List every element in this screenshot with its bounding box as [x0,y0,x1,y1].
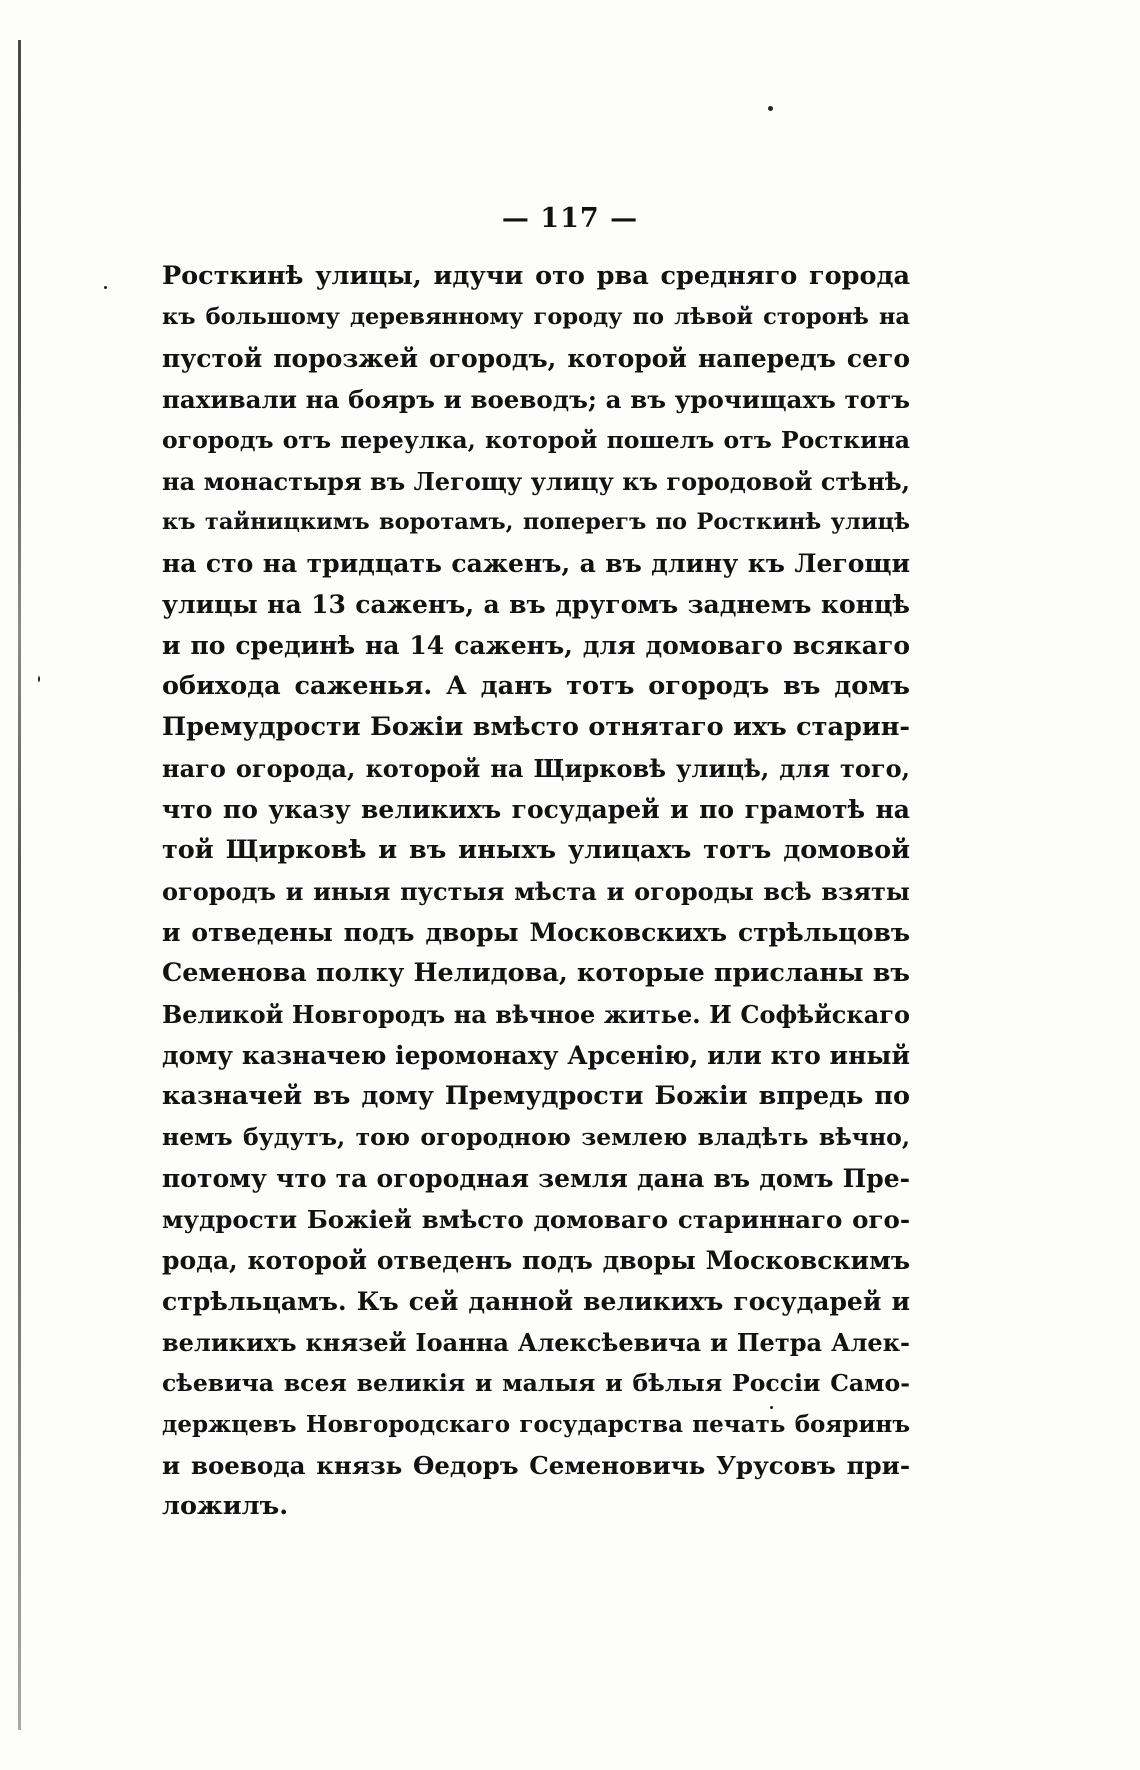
text-line: мудрости Божіей вмѣсто домоваго стариннаго ого- [162,1205,910,1234]
text-line: сѣевича всея великія и малыя и бѣлыя Россіи Само- [162,1369,910,1397]
text-line: къ тайницкимъ воротамъ, поперегъ по Росткинѣ улицѣ [162,509,910,535]
text-line: немъ будутъ, тою огородною землею владѣть вѣчно, [162,1123,910,1151]
text-line: и по срединѣ на 14 саженъ, для домоваго всякаго [162,631,910,660]
text-line: великихъ князей Іоанна Алексѣевича и Петра Алек- [162,1328,910,1357]
text-line: Великой Новгородъ на вѣчное житье. И Софѣйскаго [162,1000,910,1029]
binding-edge [18,40,21,1730]
page-speck [768,106,773,111]
text-line: Премудрости Божіи вмѣсто отнятаго ихъ старин- [162,712,910,742]
text-line: огородъ отъ переулка, которой пошелъ отъ Росткина [162,426,910,454]
text-line: наго огорода, которой на Щирковѣ улицѣ, для того, [162,754,910,783]
text-line: пустой порозжей огородъ, которой напередъ сего [162,344,910,373]
text-line: на сто на тридцать саженъ, а въ длину къ Легощи [162,549,910,578]
text-line: улицы на 13 саженъ, а въ другомъ заднемъ концѣ [162,590,910,619]
text-line: что по указу великихъ государей и по грамотѣ на [162,795,910,824]
text-line: рода, которой отведенъ подъ дворы Московскимъ [162,1246,910,1275]
text-line: огородъ и иныя пустыя мѣста и огороды всѣ взяты [162,877,910,906]
text-line: обихода саженья. А данъ тотъ огородъ въ домъ [162,671,910,701]
text-line: стрѣльцамъ. Къ сей данной великихъ государей и [162,1287,910,1316]
text-line: Росткинѣ улицы, идучи ото рва средняго города [162,261,910,291]
page-speck [38,676,40,682]
page-speck [104,286,107,289]
text-line: дому казначею іеромонаху Арсенію, или кто иный [162,1041,910,1070]
text-line: той Щирковѣ и въ иныхъ улицахъ тотъ домовой [162,835,910,865]
body-text [162,256,910,1527]
text-line: Семенова полку Нелидова, которые присланы въ [162,958,910,988]
text-line: и воевода князь Ѳедоръ Семеновичь Урусовъ при- [162,1451,910,1480]
text-line: пахивали на бояръ и воеводъ; а въ урочищахъ тотъ [162,385,910,414]
text-line: держцевъ Новгородскаго государства печать бояринъ [162,1411,910,1438]
text-line: и отведены подъ дворы Московскихъ стрѣльцовъ [162,918,910,947]
text-line: потому что та огородная земля дана въ домъ Пре- [162,1164,910,1193]
text-line: казначей въ дому Премудрости Божіи впредь по [162,1081,910,1111]
text-line: ложилъ. [162,1491,289,1521]
text-line: на монастыря въ Легощу улицу къ городовой стѣнѣ, [162,467,910,496]
page-number: — 117 — [501,203,639,234]
text-line: къ большому деревянному городу по лѣвой сторонѣ на [162,304,910,330]
